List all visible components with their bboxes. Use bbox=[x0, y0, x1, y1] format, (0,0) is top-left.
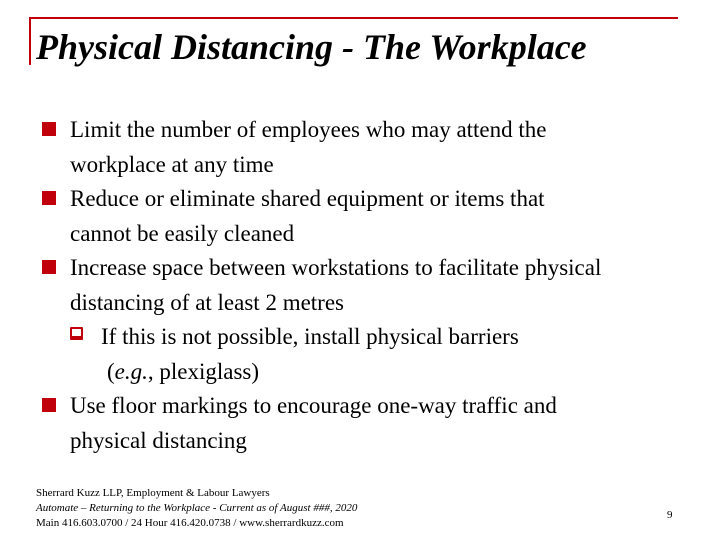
bullet-item bbox=[42, 389, 692, 458]
title-rule-left bbox=[29, 17, 31, 65]
square-bullet-icon bbox=[42, 122, 56, 136]
square-bullet-icon bbox=[42, 191, 56, 205]
bullet-text-line: Limit the number of employees who may attend the bbox=[70, 117, 547, 142]
bullet-item bbox=[42, 251, 692, 320]
sub-bullet-paren: ( bbox=[107, 358, 115, 384]
square-bullet-icon bbox=[42, 260, 56, 274]
bullet-text-line: cannot be easily cleaned bbox=[70, 220, 295, 246]
square-bullet-icon bbox=[42, 398, 56, 412]
title-rule-top bbox=[29, 17, 678, 19]
sub-bullet-eg: e.g. bbox=[114, 358, 148, 384]
bullet-text-line: Increase space between workstations to facilitate physical bbox=[70, 255, 602, 280]
footer-firm: Sherrard Kuzz LLP, Employment & Labour Lawyers bbox=[36, 487, 270, 499]
bullet-item bbox=[42, 113, 692, 182]
page-number: 9 bbox=[667, 509, 673, 521]
footer-subtitle: Automate – Returning to the Workplace - Current as of August ###, 2020 bbox=[36, 502, 358, 514]
footer bbox=[36, 486, 357, 531]
slide-title: Physical Distancing - The Workplace bbox=[36, 27, 587, 67]
bullet-text-line: workplace at any time bbox=[70, 151, 274, 177]
bullet-text-line: Reduce or eliminate shared equipment or items that bbox=[70, 186, 545, 211]
sub-bullet-rest: , plexiglass) bbox=[147, 358, 260, 384]
bullet-text-line: physical distancing bbox=[70, 427, 247, 453]
sub-bullet-text-line: If this is not possible, install physical barriers bbox=[101, 324, 519, 349]
bullet-text-line: Use floor markings to encourage one-way traffic and bbox=[70, 393, 557, 418]
bullet-list bbox=[42, 113, 692, 458]
sub-bullet-item bbox=[70, 320, 692, 389]
bullet-text-line: distancing of at least 2 metres bbox=[70, 289, 345, 315]
footer-contact: Main 416.603.0700 / 24 Hour 416.420.0738 / www.sherrardkuzz.com bbox=[36, 517, 344, 529]
bullet-item bbox=[42, 182, 692, 251]
hollow-square-bullet-icon bbox=[70, 327, 83, 340]
sub-bullet-text-line bbox=[101, 355, 692, 390]
